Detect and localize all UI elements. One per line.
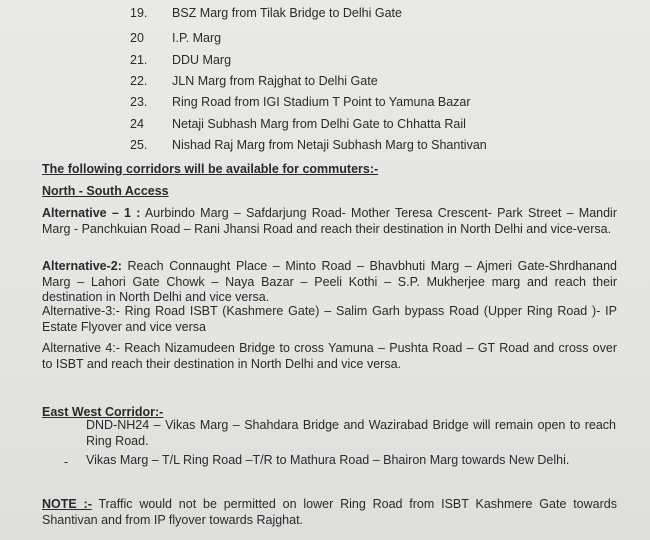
list-item-text: Ring Road from IGI Stadium T Point to Yamuna Bazar — [172, 95, 471, 109]
list-item-number: 20 — [130, 31, 144, 45]
note-label: NOTE :- — [42, 497, 92, 511]
alternative-2-label: Alternative-2: — [42, 259, 122, 273]
list-item-text: Netaji Subhash Marg from Delhi Gate to Chhatta Rail — [172, 117, 466, 131]
east-west-heading: East West Corridor:- — [42, 405, 164, 419]
list-item-number: 25. — [130, 138, 148, 152]
corridors-heading: The following corridors will be available for commuters:- — [42, 162, 379, 176]
alternative-4-paragraph: Alternative 4:- Reach Nizamudeen Bridge to cross Yamuna – Pushta Road – GT Road and cross over to ISBT and reach their destination in North Delhi and vice versa. — [42, 341, 617, 371]
alternative-1-text: Aurbindo Marg – Safdarjung Road- Mother Teresa Crescent- Park Street – Mandir Marg - Panchkuian Road – Rani Jhansi Road and reach their destination in North Delhi and vice-versa. — [42, 206, 617, 236]
alternative-3-paragraph: Alternative-3:- Ring Road ISBT (Kashmere Gate) – Salim Garh bypass Road (Upper Ring Road )- IP Estate Flyover and vice versa — [42, 304, 617, 334]
alternative-1-paragraph — [42, 206, 617, 237]
east-west-paragraph-1: DND-NH24 – Vikas Marg – Shahdara Bridge and Wazirabad Bridge will remain open to reach Ring Road. — [86, 418, 616, 448]
list-item-text: Nishad Raj Marg from Netaji Subhash Marg to Shantivan — [172, 138, 487, 152]
list-item-number: 23. — [130, 95, 148, 109]
list-item-number: 19. — [130, 6, 148, 20]
north-south-heading: North - South Access — [42, 184, 169, 198]
note-paragraph — [42, 497, 617, 528]
list-item-text: I.P. Marg — [172, 31, 222, 45]
list-item-text: BSZ Marg from Tilak Bridge to Delhi Gate — [172, 6, 402, 20]
east-west-paragraph-2: Vikas Marg – T/L Ring Road –T/R to Mathura Road – Bhairon Marg towards New Delhi. — [86, 453, 570, 467]
alternative-2-text: Reach Connaught Place – Minto Road – Bhavbhuti Marg – Ajmeri Gate-Shrdhanand Marg – Lahori Gate Chowk – Naya Bazar – Peeli Kothi – S.P. Mukherjee marg and reach their destination in North Delhi and vice versa. — [42, 259, 617, 304]
list-item-number: 24 — [130, 117, 144, 131]
alternative-2-paragraph — [42, 259, 617, 306]
alternative-1-label: Alternative – 1 : — [42, 206, 141, 220]
list-item-number: 22. — [130, 74, 148, 88]
note-text: Traffic would not be permitted on lower Ring Road from ISBT Kashmere Gate towards Shantivan and from IP flyover towards Rajghat. — [42, 497, 617, 527]
list-item-text: JLN Marg from Rajghat to Delhi Gate — [172, 74, 378, 88]
list-item-number: 21. — [130, 53, 148, 67]
list-item-text: DDU Marg — [172, 53, 232, 67]
east-west-dash: - — [64, 455, 69, 469]
